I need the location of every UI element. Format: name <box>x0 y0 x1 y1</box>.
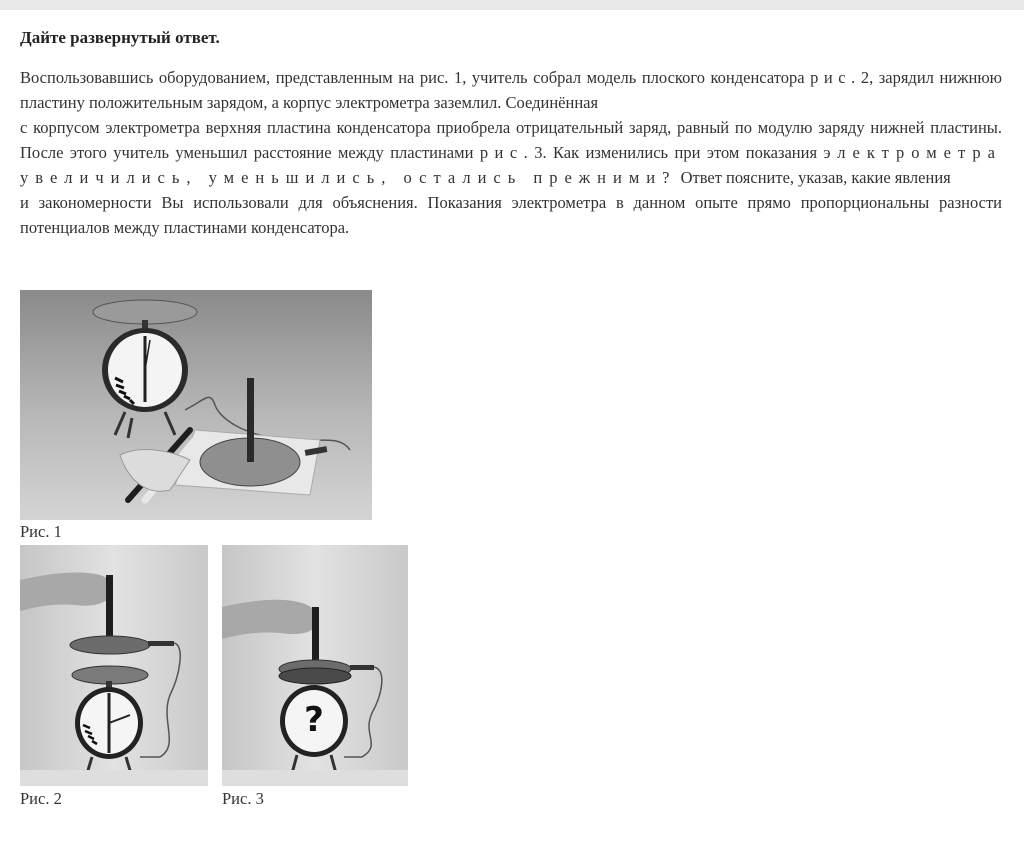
question-mark-symbol: ? <box>304 700 324 740</box>
figure-1-caption: Рис. 1 <box>20 522 62 541</box>
text-line-3: Ответ поясните, указав, какие явления <box>676 168 951 187</box>
text-line-4: и закономерности Вы использовали для объяснения. Показания электрометра в данном опыте прямо пропорциональны разности потенциалов между пластинами конденсатора. <box>20 193 1002 237</box>
figure-1-image <box>20 290 372 520</box>
task-paragraph-1 <box>20 65 1002 115</box>
task-paragraph-2 <box>20 115 1002 190</box>
top-bar <box>0 0 1024 10</box>
text-line-2: с корпусом электрометра верхняя пластина конденсатора приобрела отрицательный заряд, равный по модулю заряду нижней пластины. После этого учитель уменьшил расстояние между пластинами р и с . 3. Как изменились при этом показания <box>20 118 1002 162</box>
figure-2-caption: Рис. 2 <box>20 789 62 808</box>
figure-3-caption: Рис. 3 <box>222 789 264 808</box>
text-line-1: Воспользовавшись оборудованием, представленным на рис. 1, учитель собрал модель плоского конденсатора р и с . 2, зарядил нижнюю пластину положительным зарядом, а корпус электрометра заземлил. Соединённая <box>20 68 1002 112</box>
text-spaced-options: электрометра увеличились, уменьшились, остались прежними? <box>20 143 1002 187</box>
figure-2-image <box>20 545 208 786</box>
task-text <box>20 65 1002 240</box>
task-heading: Дайте развернутый ответ. <box>20 28 220 47</box>
figure-3-image <box>222 545 408 786</box>
task-paragraph-3 <box>20 190 1002 240</box>
